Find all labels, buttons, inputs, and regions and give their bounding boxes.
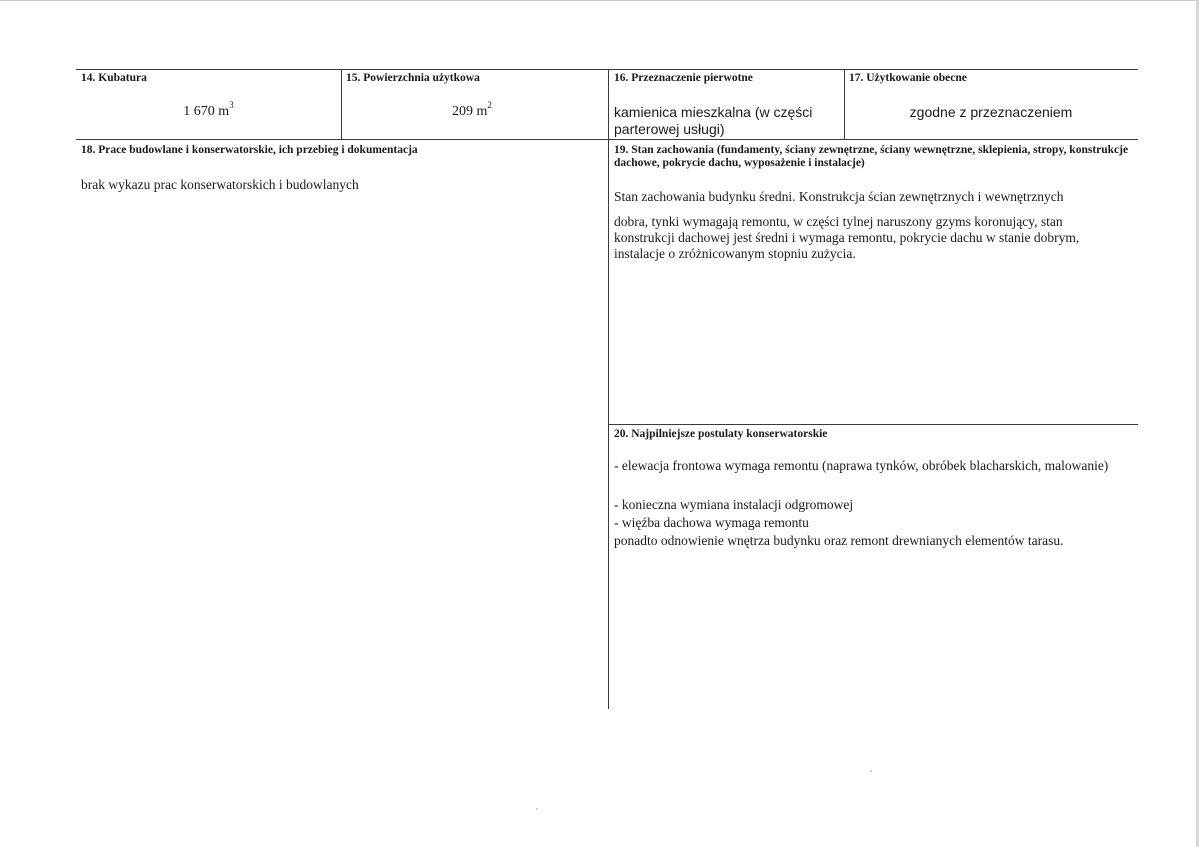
row-divider-f20 (608, 424, 1138, 425)
field-19-paragraph-2: dobra, tynki wymagają remontu, w części tylnej naruszony gzyms koronujący, stan konstrukcji dachowej jest średni i wymaga remontu, pokrycie dachu w stanie dobrym, instalacje o zróżnicowanym stopniu zużycia. (614, 214, 1080, 261)
field-18-label: 18. Prace budowlane i konserwatorskie, ich przebieg i dokumentacja (81, 144, 418, 156)
field-16-label: 16. Przeznaczenie pierwotne (614, 72, 753, 84)
table-top-border (76, 69, 1138, 70)
field-15-label: 15. Powierzchnia użytkowa (346, 72, 480, 84)
field-14-value-unit-exponent: 3 (229, 100, 234, 110)
col-divider-main (608, 69, 609, 709)
row-divider-top-section (76, 139, 1138, 140)
scan-speck (870, 770, 872, 772)
field-14-value (76, 100, 341, 120)
field-15-value-unit-exponent: 2 (487, 100, 492, 110)
scan-speck (536, 808, 538, 810)
field-20-item-4: ponadto odnowienie wnętrza budynku oraz remont drewnianych elementów tarasu. (614, 533, 1064, 548)
field-17-label: 17. Użytkowanie obecne (849, 72, 967, 84)
field-19-paragraph-1: Stan zachowania budynku średni. Konstrukcja ścian zewnętrznych i wewnętrznych (614, 189, 1064, 204)
field-20-item-1: - elewacja frontowa wymaga remontu (naprawa tynków, obróbek blacharskich, malowanie) (614, 458, 1109, 473)
field-17-value: zgodne z przeznaczeniem (909, 104, 1073, 120)
field-16-value: kamienica mieszkalna (w części parterowej usługi) (614, 104, 813, 137)
field-15-value-text: 209 m (452, 104, 488, 119)
field-14-label: 14. Kubatura (81, 72, 147, 84)
field-20-item-2: - konieczna wymiana instalacji odgromowej (614, 497, 854, 512)
field-20-label: 20. Najpilniejsze postulaty konserwatorskie (614, 428, 828, 440)
field-14-value-text: 1 670 m (183, 104, 230, 119)
field-18-value: brak wykazu prac konserwatorskich i budowlanych (81, 177, 359, 192)
field-15-value (452, 100, 492, 120)
col-divider-f14-f15 (341, 69, 342, 139)
field-20-item-3: - więźba dachowa wymaga remontu (614, 515, 809, 530)
page-edge-top (0, 0, 1199, 1)
field-19-label: 19. Stan zachowania (fundamenty, ściany zewnętrzne, ściany wewnętrzne, sklepienia, stropy, konstrukcje dachowe, pokrycie dachu, wyposażenie i instalacje) (614, 144, 1129, 169)
